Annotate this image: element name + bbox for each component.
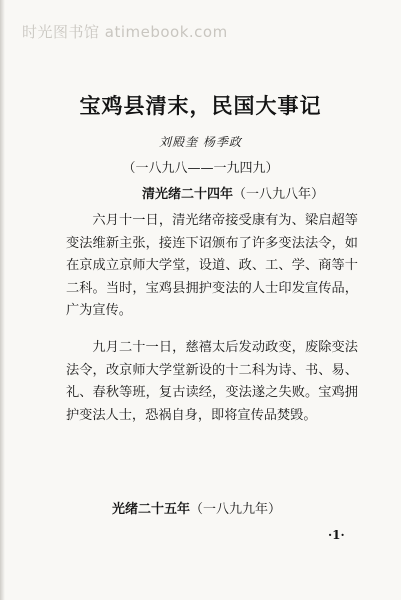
- authors-line: 刘殿奎 杨季政: [159, 135, 242, 149]
- section-heading-main: 光绪二十五年: [112, 502, 191, 517]
- paragraph-coup: 九月二十一日，慈禧太后发动政变，废除变法法令，改京师大学堂新设的十二科为诗、书、易、礼、春秋等班，复古读经，变法遂之失败。宝鸡拥护变法人士，恐祸自身，即将宣传品焚毁。: [66, 340, 358, 423]
- section-heading-1899: [112, 498, 281, 517]
- document-title: 宝鸡县清末，民国大事记: [79, 94, 322, 118]
- page-number: ·1·: [328, 528, 345, 542]
- date-range: （一八九八——一九四九）: [122, 161, 279, 176]
- section-heading-1898: [142, 183, 324, 202]
- section-heading-main: 清光绪二十四年: [142, 187, 234, 202]
- section-heading-year: （一八九八年）: [233, 187, 325, 202]
- watermark: 时光图书馆 atimebook.com: [22, 23, 228, 41]
- paragraph-reform: 六月十一日，清光绪帝接受康有为、梁启超等变法维新主张，接连下诏颁布了许多变法法令，如在京成立京师大学堂，设道、政、工、学、商等十二科。当时，宝鸡县拥护变法的人士印发宣传品，广为宣传。: [66, 213, 358, 318]
- section-heading-year: （一八九九年）: [190, 502, 282, 517]
